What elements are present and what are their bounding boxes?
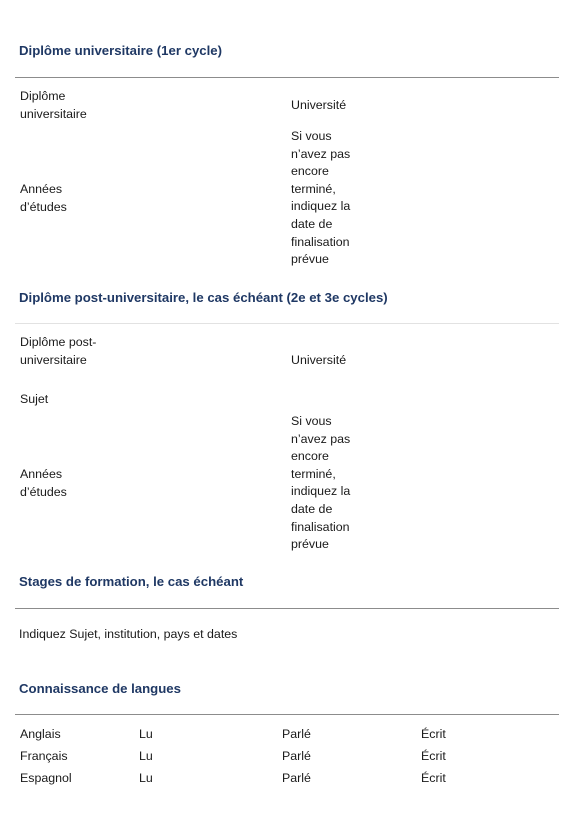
section-divider [15,714,559,715]
section-heading-training: Stages de formation, le cas échéant [19,574,244,589]
section-heading-postgraduate: Diplôme post-universitaire, le cas échéant (2e et 3e cycles) [19,290,388,305]
university-label: Université [291,98,347,112]
training-instruction: Indiquez Sujet, institution, pays et dates [19,627,238,641]
section-divider [15,323,559,324]
diploma-label: Diplôme universitaire [20,89,87,121]
spoken-label: Parlé [282,727,311,741]
language-name: Anglais [20,727,61,741]
written-label: Écrit [421,749,446,763]
years-of-study-label: Années d’études [20,182,67,214]
completion-date-hint: Si vous n’avez pas encore terminé, indiquez la date de finalisation prévue [291,414,351,552]
university-label: Université [291,353,347,367]
spoken-label: Parlé [282,749,311,763]
spoken-label: Parlé [282,771,311,785]
section-heading-languages: Connaissance de langues [19,681,181,696]
written-label: Écrit [421,727,446,741]
read-label: Lu [139,749,153,763]
section-divider [15,608,559,609]
subject-label: Sujet [20,392,49,406]
written-label: Écrit [421,771,446,785]
completion-date-hint: Si vous n’avez pas encore terminé, indiquez la date de finalisation prévue [291,129,351,267]
section-divider [15,77,559,78]
years-of-study-label: Années d’études [20,467,67,499]
read-label: Lu [139,771,153,785]
language-name: Français [20,749,68,763]
postgraduate-diploma-label: Diplôme post-universitaire [20,335,97,367]
language-name: Espagnol [20,771,72,785]
read-label: Lu [139,727,153,741]
section-heading-undergraduate: Diplôme universitaire (1er cycle) [19,43,223,58]
